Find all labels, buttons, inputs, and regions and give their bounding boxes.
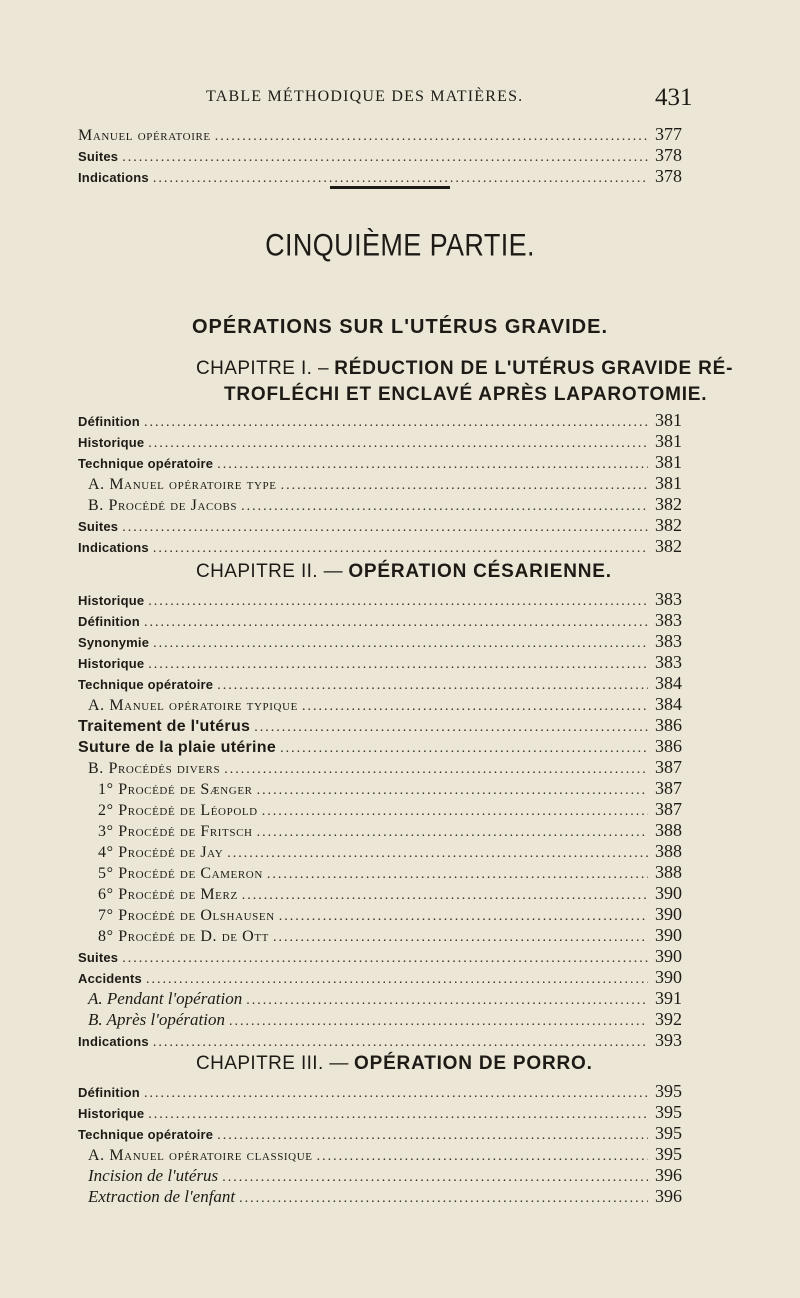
toc-entry-page: 391 xyxy=(655,988,682,1008)
dot-leader xyxy=(148,594,648,610)
dot-leader xyxy=(153,1035,648,1051)
toc-entry-page: 384 xyxy=(655,694,682,714)
chapter-number: CHAPITRE III. — xyxy=(196,1053,349,1074)
dot-leader xyxy=(148,657,648,673)
toc-entry xyxy=(98,883,682,903)
dot-leader xyxy=(217,1128,648,1144)
toc-entry-label: Définition xyxy=(78,614,140,629)
toc-entry-page: 378 xyxy=(655,166,682,186)
toc-entry-page: 383 xyxy=(655,610,682,630)
toc-entry-page: 383 xyxy=(655,631,682,651)
chapter-title-continued: TROFLÉCHI ET ENCLAVÉ APRÈS LAPAROTOMIE. xyxy=(224,384,708,405)
running-title: TABLE MÉTHODIQUE DES MATIÈRES. xyxy=(206,88,524,105)
toc-entry-label: B. Procédés divers xyxy=(88,760,221,777)
chapter-heading xyxy=(196,561,612,583)
toc-entry-page: 388 xyxy=(655,841,682,861)
toc-entry-label: 8° Procédé de D. de Ott xyxy=(98,928,269,945)
toc-entry xyxy=(98,862,682,882)
dot-leader xyxy=(148,436,648,452)
toc-entry-label: Historique xyxy=(78,435,145,450)
toc-entry xyxy=(78,589,682,609)
dot-leader xyxy=(217,457,648,473)
dot-leader xyxy=(257,783,648,799)
chapter-number: CHAPITRE II. — xyxy=(196,561,344,582)
dot-leader xyxy=(257,825,648,841)
dot-leader xyxy=(267,867,648,883)
toc-entry xyxy=(78,536,682,556)
toc-entry xyxy=(78,145,682,165)
toc-entry-page: 386 xyxy=(655,736,682,756)
toc-entry-label: Incision de l'utérus xyxy=(88,1166,219,1185)
toc-entry-label: A. Manuel opératoire type xyxy=(88,476,277,493)
toc-entry-page: 395 xyxy=(655,1144,682,1164)
dot-leader xyxy=(229,1014,648,1030)
toc-entry-label: 7° Procédé de Olshausen xyxy=(98,907,275,924)
toc-entry-page: 388 xyxy=(655,862,682,882)
dot-leader xyxy=(122,951,648,967)
toc-entry xyxy=(98,925,682,945)
toc-entry-page: 382 xyxy=(655,494,682,514)
toc-entry-label: Historique xyxy=(78,593,145,608)
toc-entry-page: 381 xyxy=(655,473,682,493)
dot-leader xyxy=(227,846,648,862)
dot-leader xyxy=(242,888,648,904)
dot-leader xyxy=(262,804,648,820)
toc-entry xyxy=(98,799,682,819)
toc-entry-page: 383 xyxy=(655,589,682,609)
section-divider xyxy=(330,186,450,189)
toc-entry xyxy=(78,410,682,430)
toc-entry-label: Technique opératoire xyxy=(78,1127,214,1142)
toc-entry-page: 395 xyxy=(655,1102,682,1122)
toc-entry-label: Accidents xyxy=(78,971,142,986)
toc-entry xyxy=(88,1165,682,1185)
toc-entry-label: Indications xyxy=(78,170,149,185)
toc-entry xyxy=(88,1144,682,1164)
toc-entry-page: 381 xyxy=(655,410,682,430)
dot-leader xyxy=(222,1170,648,1186)
dot-leader xyxy=(144,415,648,431)
dot-leader xyxy=(146,972,648,988)
toc-entry-label: Technique opératoire xyxy=(78,456,214,471)
toc-entry xyxy=(78,166,682,186)
toc-entry xyxy=(98,904,682,924)
toc-entry xyxy=(98,841,682,861)
toc-entry-label: A. Manuel opératoire classique xyxy=(88,1147,313,1164)
running-head xyxy=(0,84,800,114)
toc-entry-page: 388 xyxy=(655,820,682,840)
dot-leader xyxy=(153,541,648,557)
toc-entry-page: 390 xyxy=(655,925,682,945)
toc-entry xyxy=(78,452,682,472)
toc-entry-label: Extraction de l'enfant xyxy=(88,1187,236,1206)
toc-entry-page: 390 xyxy=(655,967,682,987)
toc-entry-label: Indications xyxy=(78,1034,149,1049)
toc-entry xyxy=(98,778,682,798)
toc-entry-page: 382 xyxy=(655,515,682,535)
toc-entry-label: Définition xyxy=(78,414,140,429)
toc-entry-page: 381 xyxy=(655,431,682,451)
toc-entry-label: Traitement de l'utérus xyxy=(78,718,251,735)
toc-entry-page: 378 xyxy=(655,145,682,165)
part-title: CINQUIÈME PARTIE. xyxy=(265,228,535,263)
chapter-title: OPÉRATION DE PORRO. xyxy=(354,1053,593,1074)
page-number: 431 xyxy=(655,84,693,111)
chapter-number: CHAPITRE I. – xyxy=(196,358,329,379)
toc-entry xyxy=(78,1102,682,1122)
toc-entry-label: A. Pendant l'opération xyxy=(88,989,243,1008)
toc-entry xyxy=(78,515,682,535)
dot-leader xyxy=(241,499,648,515)
chapter-heading xyxy=(196,358,733,380)
toc-entry-page: 390 xyxy=(655,883,682,903)
toc-entry-label: Suites xyxy=(78,519,119,534)
toc-entry xyxy=(78,1030,682,1050)
toc-entry-page: 395 xyxy=(655,1123,682,1143)
toc-entry-page: 384 xyxy=(655,673,682,693)
dot-leader xyxy=(279,909,648,925)
toc-entry-label: B. Procédé de Jacobs xyxy=(88,497,238,514)
toc-entry xyxy=(88,1186,682,1206)
dot-leader xyxy=(302,699,648,715)
dot-leader xyxy=(246,993,648,1009)
dot-leader xyxy=(122,150,648,166)
toc-entry xyxy=(78,1081,682,1101)
toc-entry-label: Suites xyxy=(78,950,119,965)
toc-entry-page: 395 xyxy=(655,1081,682,1101)
toc-entry-page: 386 xyxy=(655,715,682,735)
toc-entry xyxy=(78,610,682,630)
dot-leader xyxy=(148,1107,648,1123)
toc-entry xyxy=(88,757,682,777)
toc-entry-page: 387 xyxy=(655,757,682,777)
toc-entry-label: Définition xyxy=(78,1085,140,1100)
toc-entry xyxy=(88,694,682,714)
toc-entry-label: Technique opératoire xyxy=(78,677,214,692)
toc-entry-page: 377 xyxy=(655,124,682,144)
dot-leader xyxy=(239,1191,648,1207)
dot-leader xyxy=(153,636,648,652)
toc-entry-label: 3° Procédé de Fritsch xyxy=(98,823,253,840)
toc-entry xyxy=(88,1009,682,1029)
toc-entry-label: Manuel opératoire xyxy=(78,127,211,144)
toc-entry xyxy=(78,736,682,756)
toc-entry-label: Historique xyxy=(78,656,145,671)
toc-entry-label: 6° Procédé de Merz xyxy=(98,886,238,903)
part-subtitle: OPÉRATIONS SUR L'UTÉRUS GRAVIDE. xyxy=(191,316,609,338)
toc-entry xyxy=(78,431,682,451)
toc-entry-page: 383 xyxy=(655,652,682,672)
toc-entry-page: 396 xyxy=(655,1165,682,1185)
chapter-title: RÉDUCTION DE L'UTÉRUS GRAVIDE RÉ- xyxy=(334,358,734,379)
dot-leader xyxy=(215,129,648,145)
dot-leader xyxy=(153,171,648,187)
dot-leader xyxy=(273,930,648,946)
toc-entry-label: Indications xyxy=(78,540,149,555)
toc-entry xyxy=(78,967,682,987)
chapter-title: OPÉRATION CÉSARIENNE. xyxy=(348,561,612,582)
dot-leader xyxy=(144,615,648,631)
toc-entry xyxy=(78,673,682,693)
toc-entry-page: 390 xyxy=(655,904,682,924)
toc-entry-label: A. Manuel opératoire typique xyxy=(88,697,298,714)
dot-leader xyxy=(280,741,648,757)
toc-entry-label: 5° Procédé de Cameron xyxy=(98,865,263,882)
toc-entry xyxy=(78,946,682,966)
toc-entry-page: 381 xyxy=(655,452,682,472)
toc-entry xyxy=(78,631,682,651)
toc-entry xyxy=(88,494,682,514)
dot-leader xyxy=(122,520,648,536)
toc-entry-label: Suture de la plaie utérine xyxy=(78,739,277,756)
toc-entry xyxy=(78,715,682,735)
toc-entry-page: 387 xyxy=(655,778,682,798)
dot-leader xyxy=(281,478,648,494)
toc-entry-page: 392 xyxy=(655,1009,682,1029)
dot-leader xyxy=(254,720,648,736)
toc-entry-label: 4° Procédé de Jay xyxy=(98,844,224,861)
toc-entry-page: 396 xyxy=(655,1186,682,1206)
toc-entry xyxy=(88,988,682,1008)
toc-entry-label: 2° Procédé de Léopold xyxy=(98,802,258,819)
toc-entry xyxy=(98,820,682,840)
chapter-heading xyxy=(196,1053,593,1075)
toc-entry-label: B. Après l'opération xyxy=(88,1010,225,1029)
dot-leader xyxy=(144,1086,648,1102)
toc-entry xyxy=(88,473,682,493)
toc-entry-page: 390 xyxy=(655,946,682,966)
toc-entry-label: Suites xyxy=(78,149,119,164)
toc-entry xyxy=(78,652,682,672)
toc-entry-page: 393 xyxy=(655,1030,682,1050)
dot-leader xyxy=(217,678,648,694)
toc-entry-label: Synonymie xyxy=(78,635,150,650)
toc-entry-label: Historique xyxy=(78,1106,145,1121)
toc-entry-page: 387 xyxy=(655,799,682,819)
toc-entry-page: 382 xyxy=(655,536,682,556)
toc-entry xyxy=(78,1123,682,1143)
toc-entry-label: 1° Procédé de Sænger xyxy=(98,781,253,798)
toc-entry xyxy=(78,124,682,144)
dot-leader xyxy=(224,762,648,778)
dot-leader xyxy=(317,1149,648,1165)
